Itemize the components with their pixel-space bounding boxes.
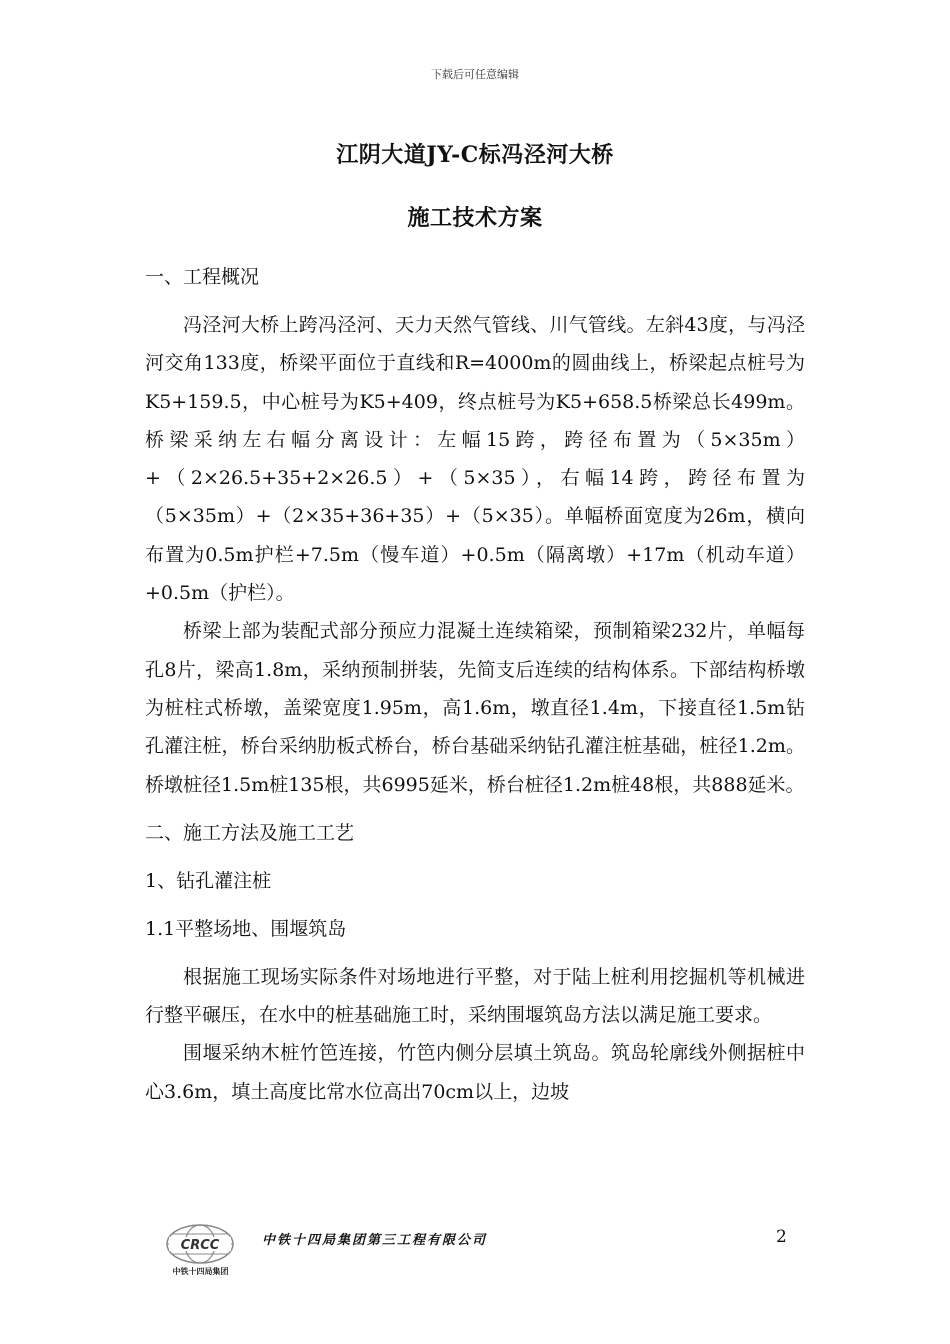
- document-subtitle: 施工技术方案: [407, 205, 543, 231]
- page-number: 2: [776, 1227, 787, 1247]
- page-footer: [0, 1220, 950, 1290]
- subheading-site-leveling: 1.1平整场地、围堰筑岛: [145, 917, 347, 940]
- document-body: [145, 258, 805, 1111]
- header-note: 下载后可任意编辑: [431, 68, 519, 81]
- document-title: 江阴大道JY-C标冯泾河大桥: [336, 142, 614, 168]
- paragraph-methods-1: 根据施工现场实际条件对场地进行平整，对于陆上桩利用挖掘机等机械进行整平碾压，在水中的桩基础施工时，采纳围堰筑岛方法以满足施工要求。: [145, 965, 805, 1027]
- paragraph-overview-2: 桥梁上部为装配式部分预应力混凝土连续箱梁，预制箱梁232片，单幅每孔8片，梁高1.8m，采纳预制拼装，先简支后连续的结构体系。下部结构桥墩为桩柱式桥墩，盖梁宽度1.95m，高1.6m，墩直径1.4m，下接直径1.5m钻孔灌注桩，桥台采纳肋板式桥台，桥台基础采纳钻孔灌注桩基础，桩径1.2m。桥墩桩径1.5m桩135根，共6995延米，桥台桩径1.2m桩48根，共888延米。: [145, 620, 805, 796]
- subheading-bored-piles: 1、钻孔灌注桩: [145, 869, 272, 892]
- paragraph-methods-2: 围堰采纳木桩竹笆连接，竹笆内侧分层填土筑岛。筑岛轮廓线外侧据桩中心3.6m，填土高度比常水位高出70cm以上，边坡: [145, 1042, 805, 1103]
- company-name: 中铁十四局集团第三工程有限公司: [262, 1233, 488, 1248]
- logo-caption: 中铁十四局集团: [172, 1267, 229, 1276]
- paragraph-overview-1: 冯泾河大桥上跨冯泾河、天力天然气管线、川气管线。左斜43度，与冯泾河交角133度，桥梁平面位于直线和R=4000m的圆曲线上，桥梁起点桩号为K5+159.5，中心桩号为K5+409，终点桩号为K5+658.5桥梁总长499m。桥梁采纳左右幅分离设计：左幅15跨，跨径布置为（5×35m）+（2×26.5+35+2×26.5）+（5×35），右幅14跨，跨径布置为（5×35m）+（2×35+36+35）+（5×35）。单幅桥面宽度为26m，横向布置为0.5m护栏+7.5m（慢车道）+0.5m（隔离墩）+17m（机动车道）+0.5m（护栏）。: [145, 314, 805, 605]
- section-heading-methods: 二、施工方法及施工工艺: [145, 821, 355, 844]
- logo-text: CRCC: [180, 1238, 220, 1253]
- section-heading-overview: 一、工程概况: [145, 266, 260, 288]
